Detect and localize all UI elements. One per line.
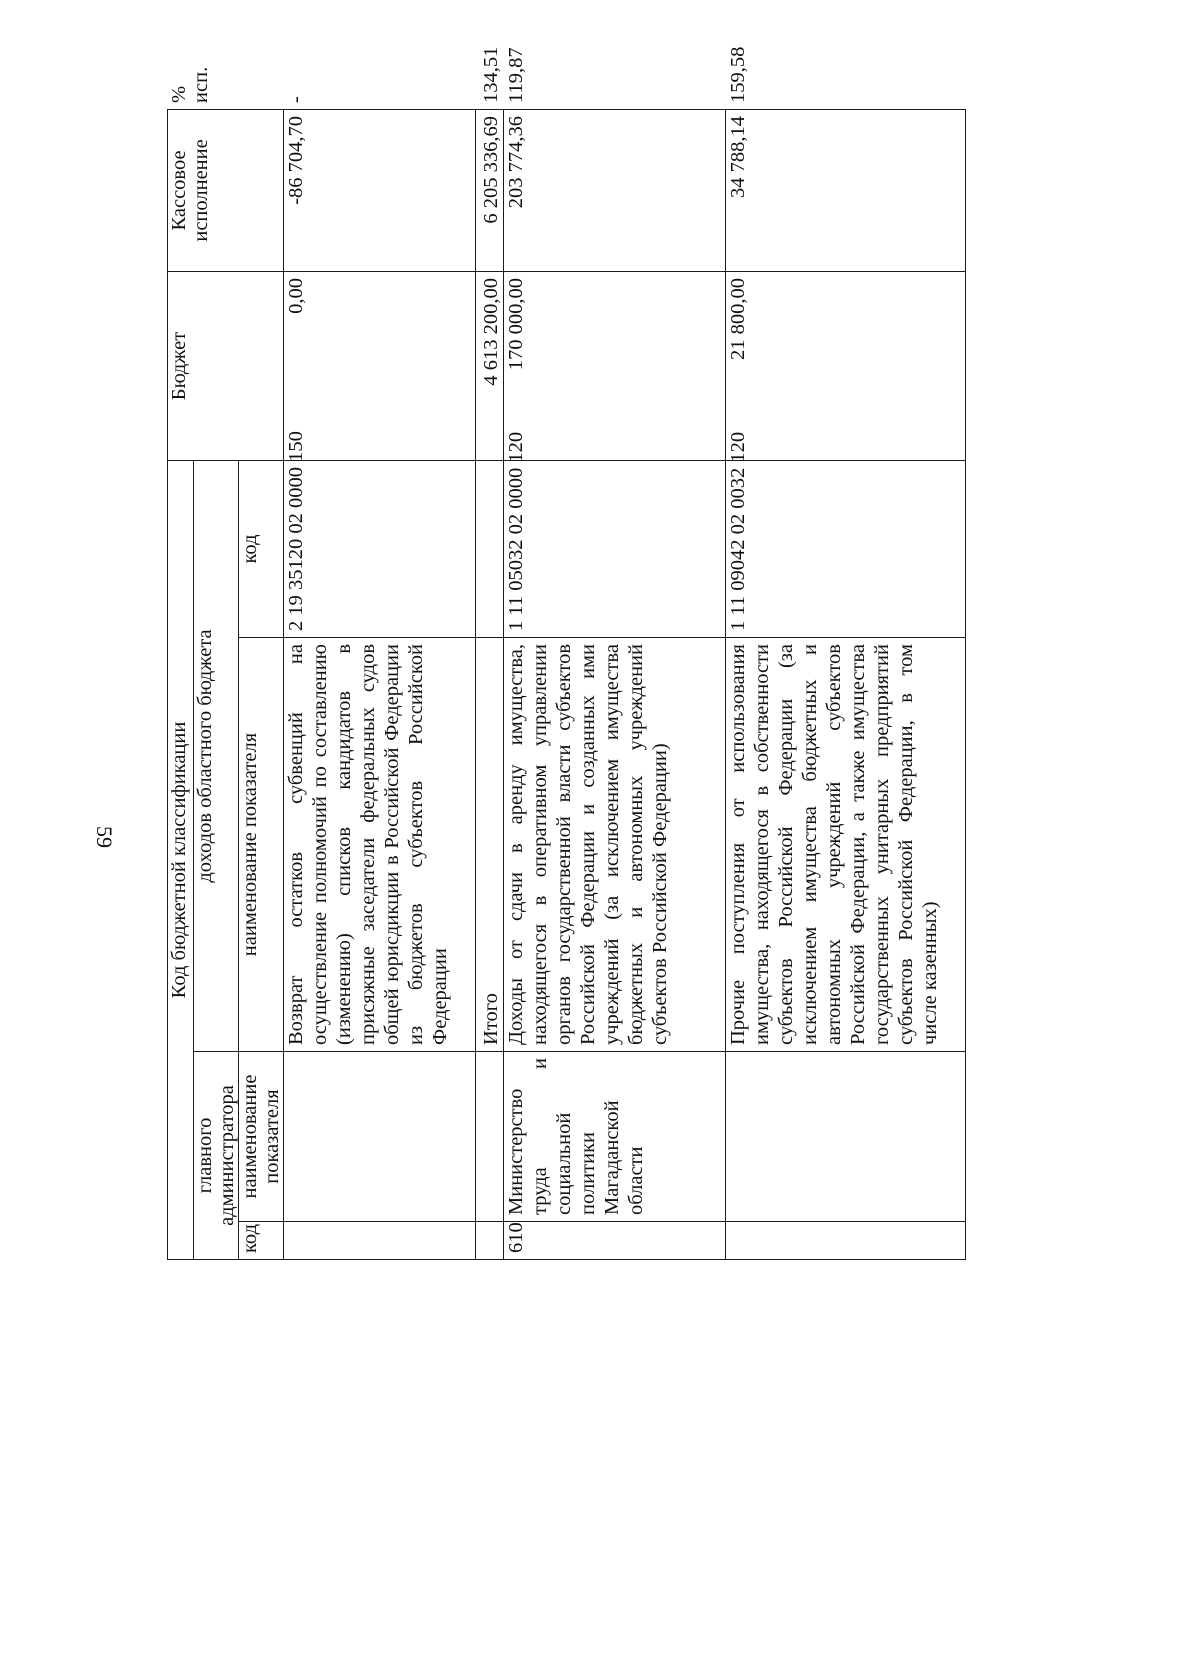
budget-total-cell: 4 613 200,00: [476, 271, 504, 460]
cash-cell: 203 774,36: [504, 109, 726, 271]
admin-code-cell: [476, 1222, 504, 1260]
admin-name-cell: [725, 1052, 965, 1222]
rotated-table-container: [167, 46, 966, 1260]
total-label-cell: Итого: [476, 638, 504, 1052]
page-number: 59: [92, 826, 117, 848]
income-code-cell: 2 19 35120 02 0000 150: [284, 460, 476, 637]
header-income-code: код: [239, 460, 284, 637]
income-code-cell: [476, 460, 504, 637]
header-chief-admin: главного администратора: [194, 1052, 239, 1260]
income-name-cell: Возврат остатков субвенций на осуществление полномочий по составлению (изменению) списков кандидатов в присяжные заседатели федеральных судов общей юрисдикции в Российской Федерации из бюджетов субъектов Российской Федерации: [284, 638, 476, 1052]
admin-code-cell: [284, 1222, 476, 1260]
cash-cell: -86 704,70: [284, 109, 476, 271]
admin-code-cell: [725, 1222, 965, 1260]
header-cash-execution: Кассовое исполнение: [168, 109, 284, 271]
budget-cell: 0,00: [284, 271, 476, 460]
admin-code-cell: 610: [504, 1222, 726, 1260]
income-name-cell: Доходы от сдачи в аренду имущества, находящегося в оперативном управлении органов государственной власти субъектов Российской Федерации и созданных ими учреждений (за исключением имущества бюджетных и автономных учреждений субъектов Российской Федерации): [504, 638, 726, 1052]
header-admin-code: код: [239, 1222, 284, 1260]
budget-cell: 170 000,00: [504, 271, 726, 460]
budget-cell: 21 800,00: [725, 271, 965, 460]
cash-cell: 34 788,14: [725, 109, 965, 271]
income-code-cell: 1 11 09042 02 0032 120: [725, 460, 965, 637]
budget-revenue-table: Код бюджетной классификации Бюджет Кассовое исполнение % исп. главного администратора доходов областного бюджета код наименование показателя наименование показателя код Возврат остатков субвенций на осуществление полномочий по составлению (изменению) списков кандидатов в присяжные заседатели федеральных судов общей юрисдикции в Российской Федерации из бюджетов субъектов Российской Федерации 2 19 35120 02 0000 150 0,00 -86 704,70 - Итого 4 613 200,00 6 205 336,69 134,51 610 Министерство труда и социальной политики Магаданской области Доходы от сдачи в аренду имущества, находящегося в оперативном управлении органов государственной власти субъектов Российской Федерации и созданных ими учреждений (за исключением имущества бюджетных и автономных учреждений субъектов Российской Федерации) 1 11 05032 02 0000 120 170 000,00 203 774,36 119,87 Прочие поступления от использования имущества, находящегося в собственности субъектов Российской Федерации (за исключением имущества бюджетных и автономных учреждений субъектов Российской Федерации, а также имущества государственных унитарных предприятий субъектов Российской Федерации, в том числе казенных) 1 11 09042 02 0032 120 21 800,00 34 788,14 159,58: [167, 109, 966, 1260]
table-row: Прочие поступления от использования имущества, находящегося в собственности субъектов Российской Федерации (за исключением имущества бюджетных и автономных учреждений субъектов Российской Федерации, а также имущества государственных унитарных предприятий субъектов Российской Федерации, в том числе казенных) 1 11 09042 02 0032 120 21 800,00 34 788,14 159,58: [725, 109, 965, 1259]
admin-name-cell: Министерство труда и социальной политики Магаданской области: [504, 1052, 726, 1222]
header-budget: Бюджет: [168, 271, 284, 460]
admin-name-cell: [476, 1052, 504, 1222]
table-row-total: Итого 4 613 200,00 6 205 336,69 134,51: [476, 109, 504, 1259]
header-income-name: наименование показателя: [239, 638, 284, 1052]
income-code-cell: 1 11 05032 02 0000 120: [504, 460, 726, 637]
cash-total-cell: 6 205 336,69: [476, 109, 504, 271]
table-row: 610 Министерство труда и социальной политики Магаданской области Доходы от сдачи в аренду имущества, находящегося в оперативном управлении органов государственной власти субъектов Российской Федерации и созданных ими учреждений (за исключением имущества бюджетных и автономных учреждений субъектов Российской Федерации) 1 11 05032 02 0000 120 170 000,00 203 774,36 119,87: [504, 109, 726, 1259]
admin-name-cell: [284, 1052, 476, 1222]
table-row: Возврат остатков субвенций на осуществление полномочий по составлению (изменению) списков кандидатов в присяжные заседатели федеральных судов общей юрисдикции в Российской Федерации из бюджетов субъектов Российской Федерации 2 19 35120 02 0000 150 0,00 -86 704,70 -: [284, 109, 476, 1259]
header-regional-income: доходов областного бюджета: [194, 460, 239, 1051]
income-name-cell: Прочие поступления от использования имущества, находящегося в собственности субъектов Российской Федерации (за исключением имущества бюджетных и автономных учреждений субъектов Российской Федерации, а также имущества государственных унитарных предприятий субъектов Российской Федерации, в том числе казенных): [725, 638, 965, 1052]
header-admin-name: наименование показателя: [239, 1052, 284, 1222]
header-classification: Код бюджетной классификации: [168, 460, 194, 1259]
